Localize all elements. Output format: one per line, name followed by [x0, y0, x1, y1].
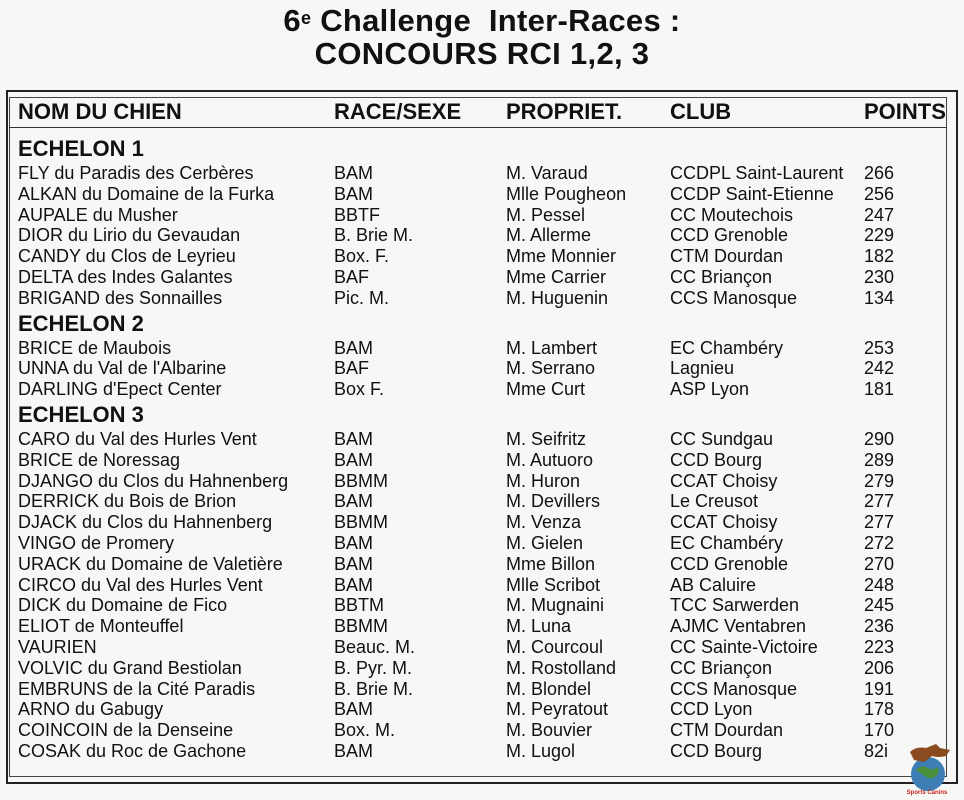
cell-owner: M. Rostolland: [506, 657, 617, 678]
cell-points: 289: [864, 449, 895, 470]
title-line-1: 6e Challenge Inter-Races :: [283, 3, 681, 38]
table-row: [18, 575, 948, 596]
cell-club: CCAT Choisy: [670, 470, 778, 491]
cell-club: CTM Dourdan: [670, 246, 784, 267]
cell-race: BBTF: [334, 204, 381, 225]
cell-points: 82i: [864, 741, 889, 761]
cell-club: CC Moutechois: [670, 204, 794, 225]
table-row: [18, 429, 948, 450]
cell-race: BAM: [334, 163, 374, 183]
table-row: [18, 720, 948, 741]
cell-points: 253: [864, 337, 895, 358]
cell-name: ARNO du Gabugy: [18, 699, 164, 720]
cell-owner: M. Venza: [506, 512, 582, 533]
cell-race: BBMM: [334, 470, 388, 491]
cell-points: 272: [864, 533, 895, 553]
cell-owner: M. Luna: [506, 616, 572, 637]
logo-text: Sports Canins: [906, 790, 948, 796]
cell-owner: Mme Curt: [506, 379, 586, 400]
header-divider: [9, 127, 947, 128]
cell-owner: Mme Monnier: [506, 246, 617, 267]
cell-club: CCD Lyon: [670, 699, 753, 720]
table-row: [18, 658, 948, 679]
cell-race: BAM: [334, 337, 374, 358]
cell-race: BAM: [334, 429, 374, 449]
cell-points: 247: [864, 204, 895, 225]
header-race: RACE/SEXE: [334, 99, 462, 124]
cell-points: 230: [864, 267, 895, 287]
cell-owner: M. Autuoro: [506, 449, 594, 470]
table-row: [18, 205, 948, 226]
cell-points: 270: [864, 553, 895, 574]
cell-name: DELTA des Indes Galantes: [18, 267, 233, 287]
cell-points: 206: [864, 657, 895, 678]
cell-name: EMBRUNS de la Cité Paradis: [18, 678, 256, 699]
header-owner: PROPRIET.: [506, 99, 623, 124]
cell-club: Le Creusot: [670, 491, 759, 512]
echelon-heading: ECHELON 2: [18, 310, 144, 336]
cell-club: TCC Sarwerden: [670, 595, 800, 616]
cell-race: Pic. M.: [334, 287, 390, 308]
cell-points: 236: [864, 616, 895, 637]
cell-club: CCD Grenoble: [670, 225, 789, 246]
cell-points: 181: [864, 379, 895, 400]
table-row: [18, 225, 948, 246]
table-row: [18, 699, 948, 720]
cell-name: VOLVIC du Grand Bestiolan: [18, 657, 242, 678]
cell-club: Lagnieu: [670, 358, 735, 379]
cell-points: 245: [864, 595, 895, 616]
header-club: CLUB: [670, 99, 732, 124]
table-row: [18, 679, 948, 700]
cell-owner: M. Devillers: [506, 491, 601, 512]
table-header: [18, 99, 948, 127]
table-row: [18, 450, 948, 471]
cell-points: 134: [864, 287, 895, 308]
table-row: [18, 533, 948, 554]
cell-points: 242: [864, 358, 895, 379]
cell-race: BAM: [334, 699, 374, 720]
cell-race: BAM: [334, 183, 374, 204]
title-line-2: CONCOURS RCI 1,2, 3: [314, 36, 650, 71]
cell-name: BRICE de Maubois: [18, 337, 172, 358]
table-row: [18, 288, 948, 309]
cell-owner: M. Courcoul: [506, 637, 604, 657]
cell-race: BAM: [334, 449, 374, 470]
cell-points: 191: [864, 678, 895, 699]
header-name: NOM DU CHIEN: [18, 99, 182, 124]
table-row: [18, 163, 948, 184]
cell-points: 178: [864, 699, 895, 720]
cell-name: DJANGO du Clos du Hahnenberg: [18, 470, 289, 491]
cell-name: DJACK du Clos du Hahnenberg: [18, 512, 273, 533]
cell-race: Beauc. M.: [334, 637, 416, 657]
cell-name: DERRICK du Bois de Brion: [18, 491, 237, 512]
cell-name: AUPALE du Musher: [18, 204, 178, 225]
dog-globe-logo-icon: [898, 738, 956, 796]
cell-race: Box F.: [334, 379, 385, 400]
cell-club: CCD Bourg: [670, 449, 763, 470]
cell-owner: M. Mugnaini: [506, 595, 605, 616]
table-row: [18, 741, 948, 762]
table-row: [18, 358, 948, 379]
cell-club: EC Chambéry: [670, 337, 784, 358]
cell-points: 279: [864, 470, 895, 491]
cell-name: VINGO de Promery: [18, 533, 175, 553]
cell-race: BBMM: [334, 512, 388, 533]
cell-name: CIRCO du Val des Hurles Vent: [18, 574, 263, 595]
table-row: [18, 512, 948, 533]
cell-owner: Mme Carrier: [506, 267, 607, 287]
table-row: [18, 338, 948, 359]
cell-points: 170: [864, 720, 895, 741]
table-row: [18, 184, 948, 205]
cell-club: CCS Manosque: [670, 678, 798, 699]
cell-points: 248: [864, 574, 895, 595]
cell-owner: M. Varaud: [506, 163, 588, 183]
cell-club: CC Briançon: [670, 657, 773, 678]
cell-club: CTM Dourdan: [670, 720, 784, 741]
table-row: [18, 616, 948, 637]
cell-race: Box. M.: [334, 720, 396, 741]
cell-owner: Mlle Scribot: [506, 574, 601, 595]
cell-owner: M. Serrano: [506, 358, 596, 379]
cell-owner: M. Peyratout: [506, 699, 609, 720]
cell-club: CC Sundgau: [670, 429, 774, 449]
header-points: POINTS: [864, 99, 946, 124]
table-row: [18, 595, 948, 616]
cell-owner: M. Pessel: [506, 204, 586, 225]
cell-points: 223: [864, 637, 895, 657]
cell-name: CARO du Val des Hurles Vent: [18, 429, 257, 449]
cell-owner: M. Seifritz: [506, 429, 587, 449]
cell-name: COINCOIN de la Denseine: [18, 720, 234, 741]
cell-club: EC Chambéry: [670, 533, 784, 553]
cell-club: ASP Lyon: [670, 379, 750, 400]
cell-points: 256: [864, 183, 895, 204]
cell-club: CCS Manosque: [670, 287, 798, 308]
cell-name: VAURIEN: [18, 637, 97, 657]
table-row: [18, 554, 948, 575]
cell-club: CCDPL Saint-Laurent: [670, 163, 844, 183]
table-row: [18, 491, 948, 512]
echelon-heading: ECHELON 1: [18, 136, 144, 161]
cell-club: CCD Bourg: [670, 741, 763, 761]
cell-points: 229: [864, 225, 895, 246]
cell-race: BAM: [334, 491, 374, 512]
cell-owner: M. Gielen: [506, 533, 584, 553]
cell-name: COSAK du Roc de Gachone: [18, 741, 247, 761]
cell-race: B. Brie M.: [334, 678, 414, 699]
table-row: [18, 471, 948, 492]
cell-name: ALKAN du Domaine de la Furka: [18, 183, 275, 204]
cell-race: BAF: [334, 267, 370, 287]
cell-owner: M. Huguenin: [506, 287, 609, 308]
cell-race: Box. F.: [334, 246, 390, 267]
cell-name: DIOR du Lirio du Gevaudan: [18, 225, 241, 246]
cell-owner: M. Blondel: [506, 678, 592, 699]
cell-race: B. Brie M.: [334, 225, 414, 246]
cell-race: BAM: [334, 741, 374, 761]
cell-points: 182: [864, 246, 895, 267]
cell-club: CC Sainte-Victoire: [670, 637, 818, 657]
cell-owner: M. Lambert: [506, 337, 598, 358]
table-row: [18, 637, 948, 658]
table-row: [18, 267, 948, 288]
cell-club: CCDP Saint-Etienne: [670, 183, 834, 204]
cell-race: B. Pyr. M.: [334, 657, 413, 678]
cell-name: FLY du Paradis des Cerbères: [18, 163, 254, 183]
cell-owner: M. Huron: [506, 470, 581, 491]
cell-owner: M. Lugol: [506, 741, 576, 761]
cell-race: BBMM: [334, 616, 388, 637]
cell-club: CCAT Choisy: [670, 512, 778, 533]
cell-race: BAF: [334, 358, 370, 379]
cell-owner: M. Bouvier: [506, 720, 593, 741]
cell-club: CCD Grenoble: [670, 553, 789, 574]
cell-name: URACK du Domaine de Valetière: [18, 553, 283, 574]
cell-club: AB Caluire: [670, 574, 757, 595]
cell-owner: Mlle Pougheon: [506, 183, 627, 204]
cell-points: 277: [864, 491, 895, 512]
cell-points: 266: [864, 163, 895, 183]
cell-race: BAM: [334, 574, 374, 595]
cell-name: ELIOT de Monteuffel: [18, 616, 184, 637]
table-row: [18, 379, 948, 400]
page-title: [0, 4, 964, 70]
cell-name: UNNA du Val de l'Albarine: [18, 358, 227, 379]
cell-owner: M. Allerme: [506, 225, 592, 246]
cell-name: BRICE de Noressag: [18, 449, 181, 470]
cell-club: AJMC Ventabren: [670, 616, 807, 637]
cell-race: BAM: [334, 553, 374, 574]
cell-name: DARLING d'Epect Center: [18, 379, 222, 400]
cell-name: DICK du Domaine de Fico: [18, 595, 228, 616]
cell-name: CANDY du Clos de Leyrieu: [18, 246, 236, 267]
table-row: [18, 246, 948, 267]
cell-points: 290: [864, 429, 895, 449]
cell-race: BAM: [334, 533, 374, 553]
cell-name: BRIGAND des Sonnailles: [18, 287, 223, 308]
cell-race: BBTM: [334, 595, 385, 616]
cell-points: 277: [864, 512, 895, 533]
cell-owner: Mme Billon: [506, 553, 596, 574]
echelon-heading: ECHELON 3: [18, 402, 144, 427]
cell-club: CC Briançon: [670, 267, 773, 287]
